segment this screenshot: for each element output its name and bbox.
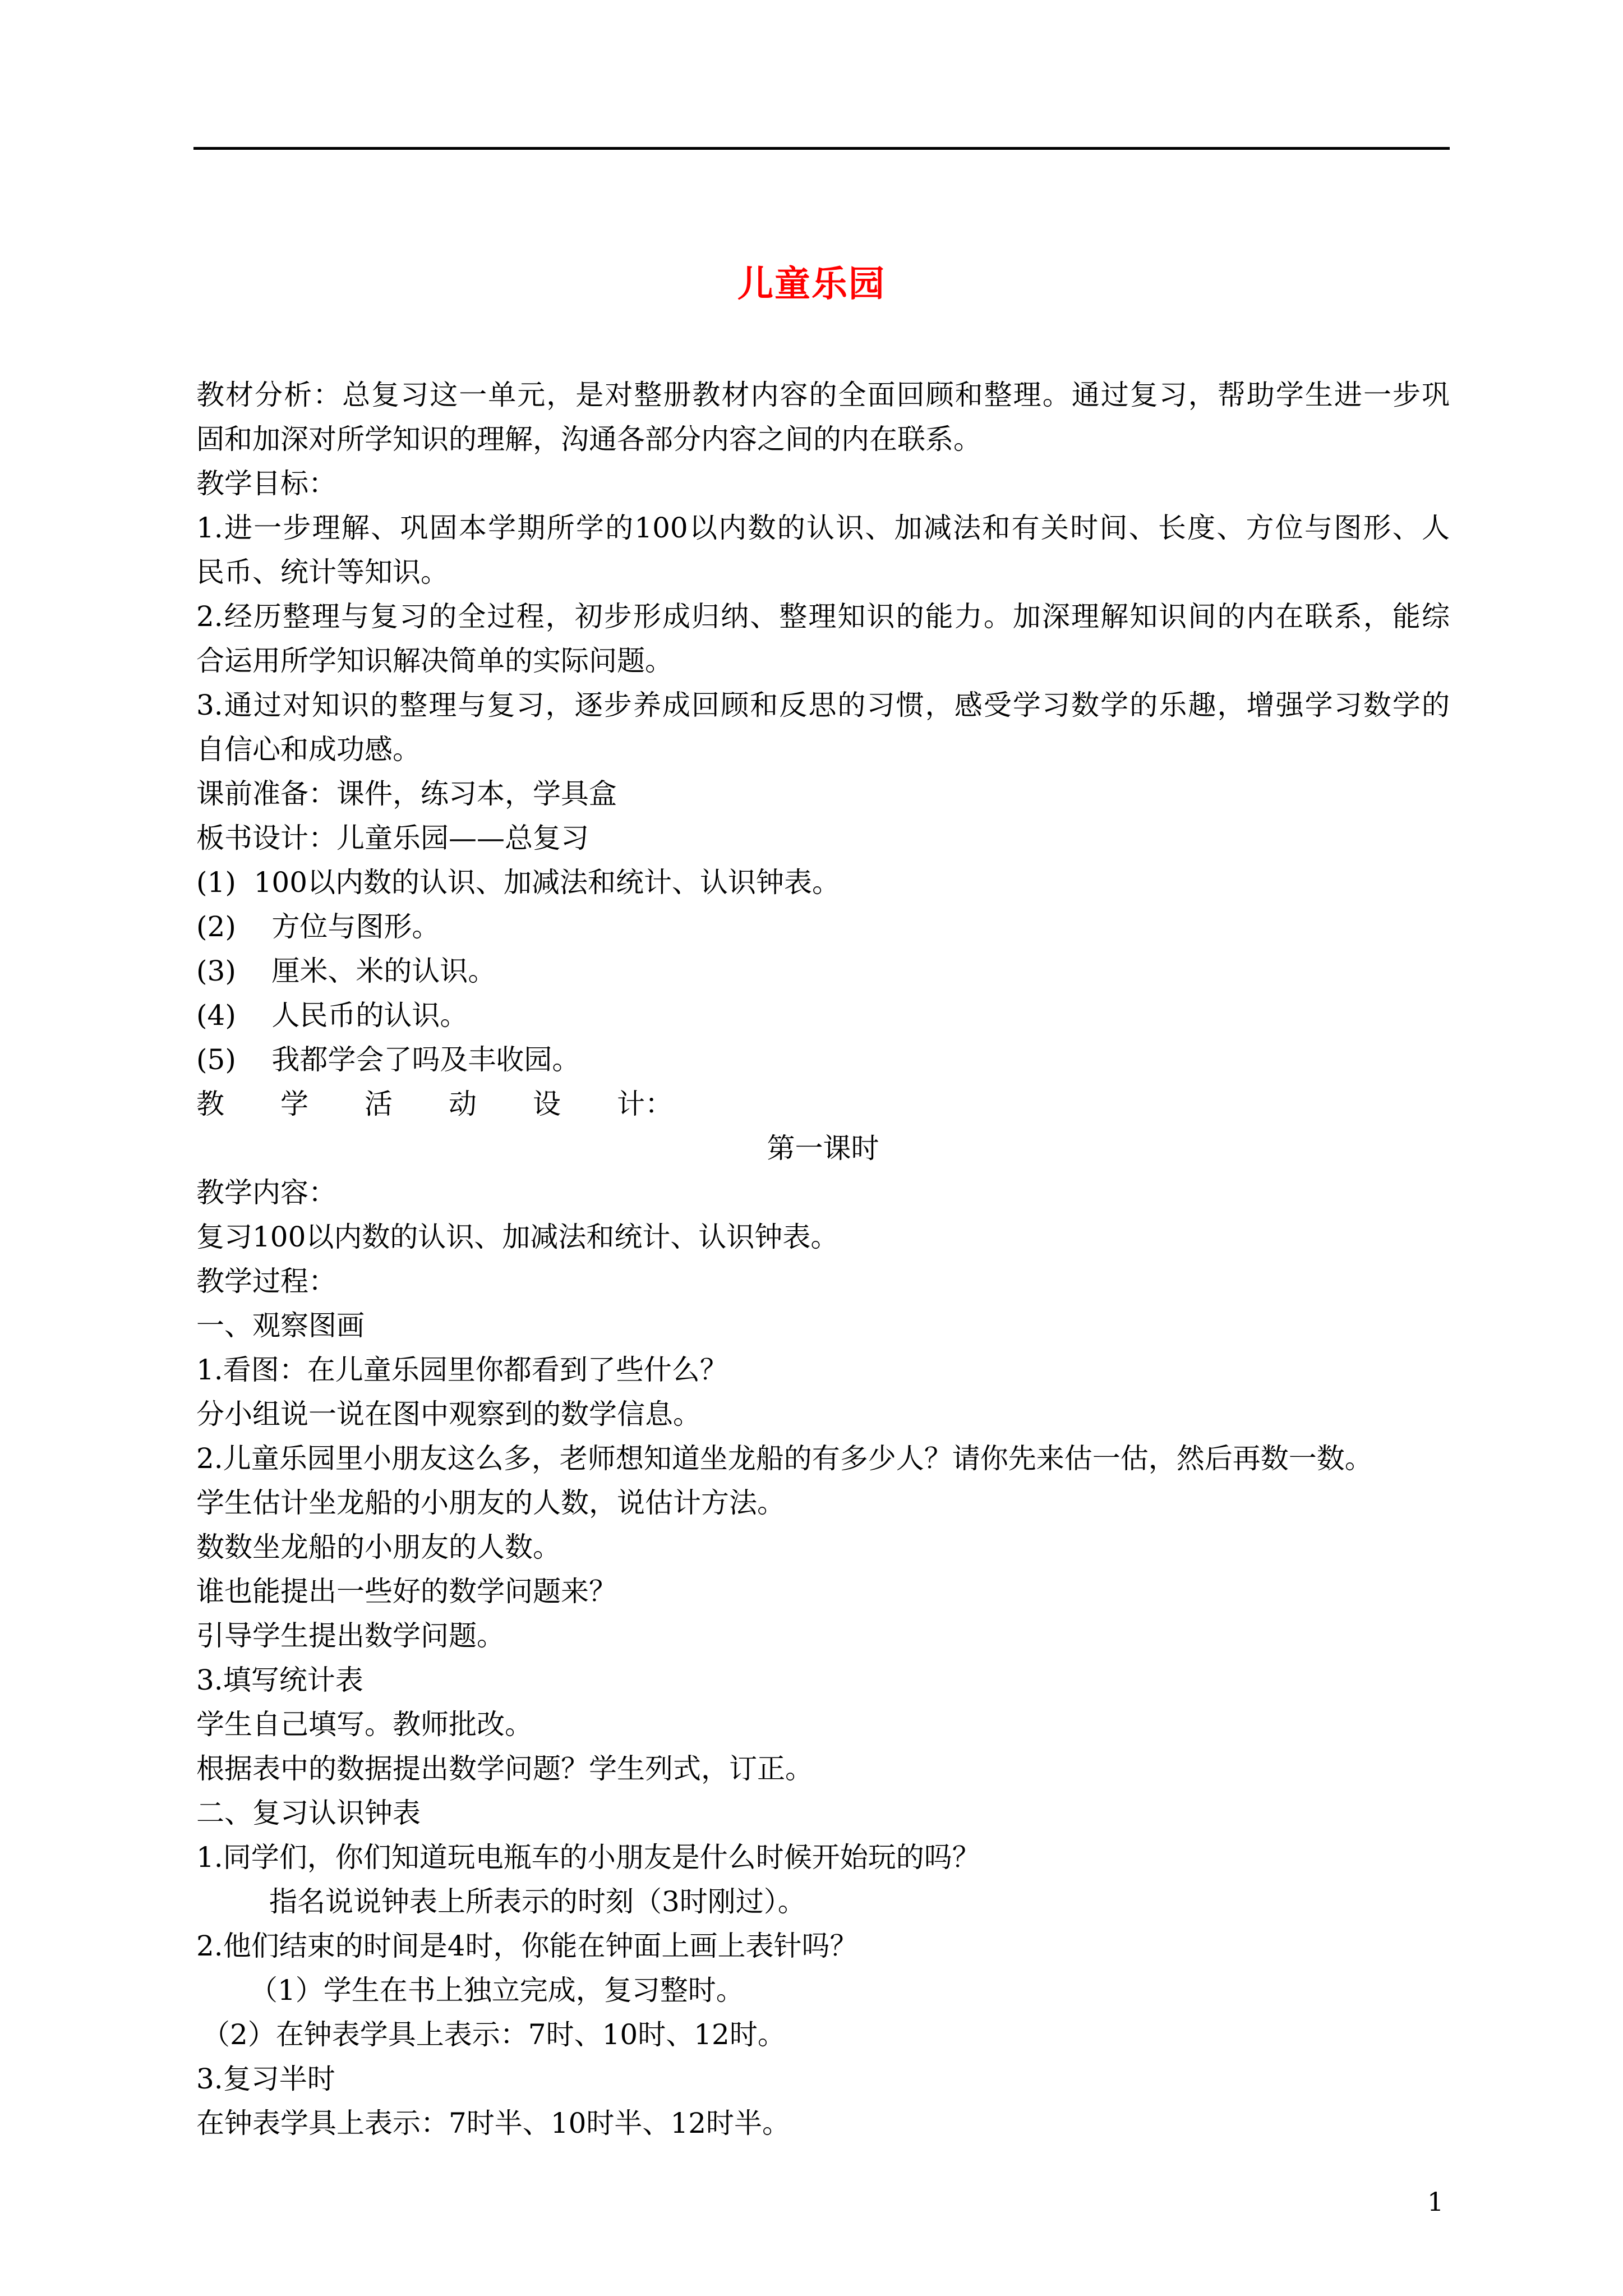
text-line: （2）在钟表学具上表示：7时、10时、12时。 xyxy=(202,2018,786,2051)
text-line: 民币、统计等知识。 xyxy=(196,556,449,588)
text-line: (2) 方位与图形。 xyxy=(196,910,440,943)
text-line: 二、复习认识钟表 xyxy=(196,1797,421,1829)
text-line: (3) 厘米、米的认识。 xyxy=(196,955,496,987)
text-line: 教学内容： xyxy=(196,1176,336,1209)
document-title: 儿童乐园 xyxy=(737,264,886,305)
text-line: 课前准备：课件，练习本，学具盒 xyxy=(196,777,617,810)
text-line: （1）学生在书上独立完成，复习整时。 xyxy=(250,1974,744,2007)
text-line: 指名说说钟表上所表示的时刻（3时刚过）。 xyxy=(269,1885,806,1918)
text-line: 在钟表学具上表示：7时半、10时半、12时半。 xyxy=(196,2107,791,2139)
text-line: 一、观察图画 xyxy=(196,1309,365,1342)
text-line: 2.儿童乐园里小朋友这么多，老师想知道坐龙船的有多少人？请你先来估一估，然后再数一数。 xyxy=(196,1442,1373,1475)
text-line: (5) 我都学会了吗及丰收园。 xyxy=(196,1043,580,1076)
text-line: (1) 100以内数的认识、加减法和统计、认识钟表。 xyxy=(196,866,841,899)
text-line: 学生估计坐龙船的小朋友的人数，说估计方法。 xyxy=(196,1487,785,1519)
text-line: 谁也能提出一些好的数学问题来？ xyxy=(196,1575,617,1608)
text-line: 1.同学们，你们知道玩电瓶车的小朋友是什么时候开始玩的吗？ xyxy=(196,1841,980,1874)
text-line: (4) 人民币的认识。 xyxy=(196,999,468,1032)
text-line: 3.通过对知识的整理与复习，逐步养成回顾和反思的习惯，感受学习数学的乐趣，增强学习数学的 xyxy=(196,689,1450,721)
text-line: 教学目标： xyxy=(196,467,336,500)
text-line: 学生自己填写。教师批改。 xyxy=(196,1708,533,1741)
text-line: 固和加深对所学知识的理解，沟通各部分内容之间的内在联系。 xyxy=(196,423,981,455)
section-heading: 第一课时 xyxy=(767,1132,879,1165)
text-line: 板书设计：儿童乐园——总复习 xyxy=(196,822,589,854)
text-line: 数数坐龙船的小朋友的人数。 xyxy=(196,1531,561,1563)
header-rule xyxy=(193,147,1450,150)
document-body xyxy=(196,373,1450,2146)
text-line: 2.经历整理与复习的全过程，初步形成归纳、整理知识的能力。加深理解知识间的内在联系，能综 xyxy=(196,600,1450,633)
text-line: 教 学 活 动 设 计： xyxy=(196,1088,673,1120)
text-line: 3.填写统计表 xyxy=(196,1664,363,1696)
text-line: 3.复习半时 xyxy=(196,2063,335,2095)
text-line: 教材分析：总复习这一单元，是对整册教材内容的全面回顾和整理。通过复习，帮助学生进一步巩 xyxy=(196,379,1450,411)
text-line: 分小组说一说在图中观察到的数学信息。 xyxy=(196,1398,701,1430)
text-line: 根据表中的数据提出数学问题？学生列式，订正。 xyxy=(196,1752,813,1785)
text-line: 自信心和成功感。 xyxy=(196,733,421,766)
text-line: 合运用所学知识解决简单的实际问题。 xyxy=(196,645,673,677)
text-line: 1.进一步理解、巩固本学期所学的100以内数的认识、加减法和有关时间、长度、方位与图形、人 xyxy=(196,512,1450,544)
text-line: 引导学生提出数学问题。 xyxy=(196,1619,505,1652)
text-line: 1.看图：在儿童乐园里你都看到了些什么？ xyxy=(196,1354,728,1386)
text-line: 教学过程： xyxy=(196,1265,336,1297)
page-number: 1 xyxy=(1427,2187,1444,2217)
text-line: 2.他们结束的时间是4时，你能在钟面上画上表针吗？ xyxy=(196,1930,858,1962)
text-line: 复习100以内数的认识、加减法和统计、认识钟表。 xyxy=(196,1221,839,1253)
